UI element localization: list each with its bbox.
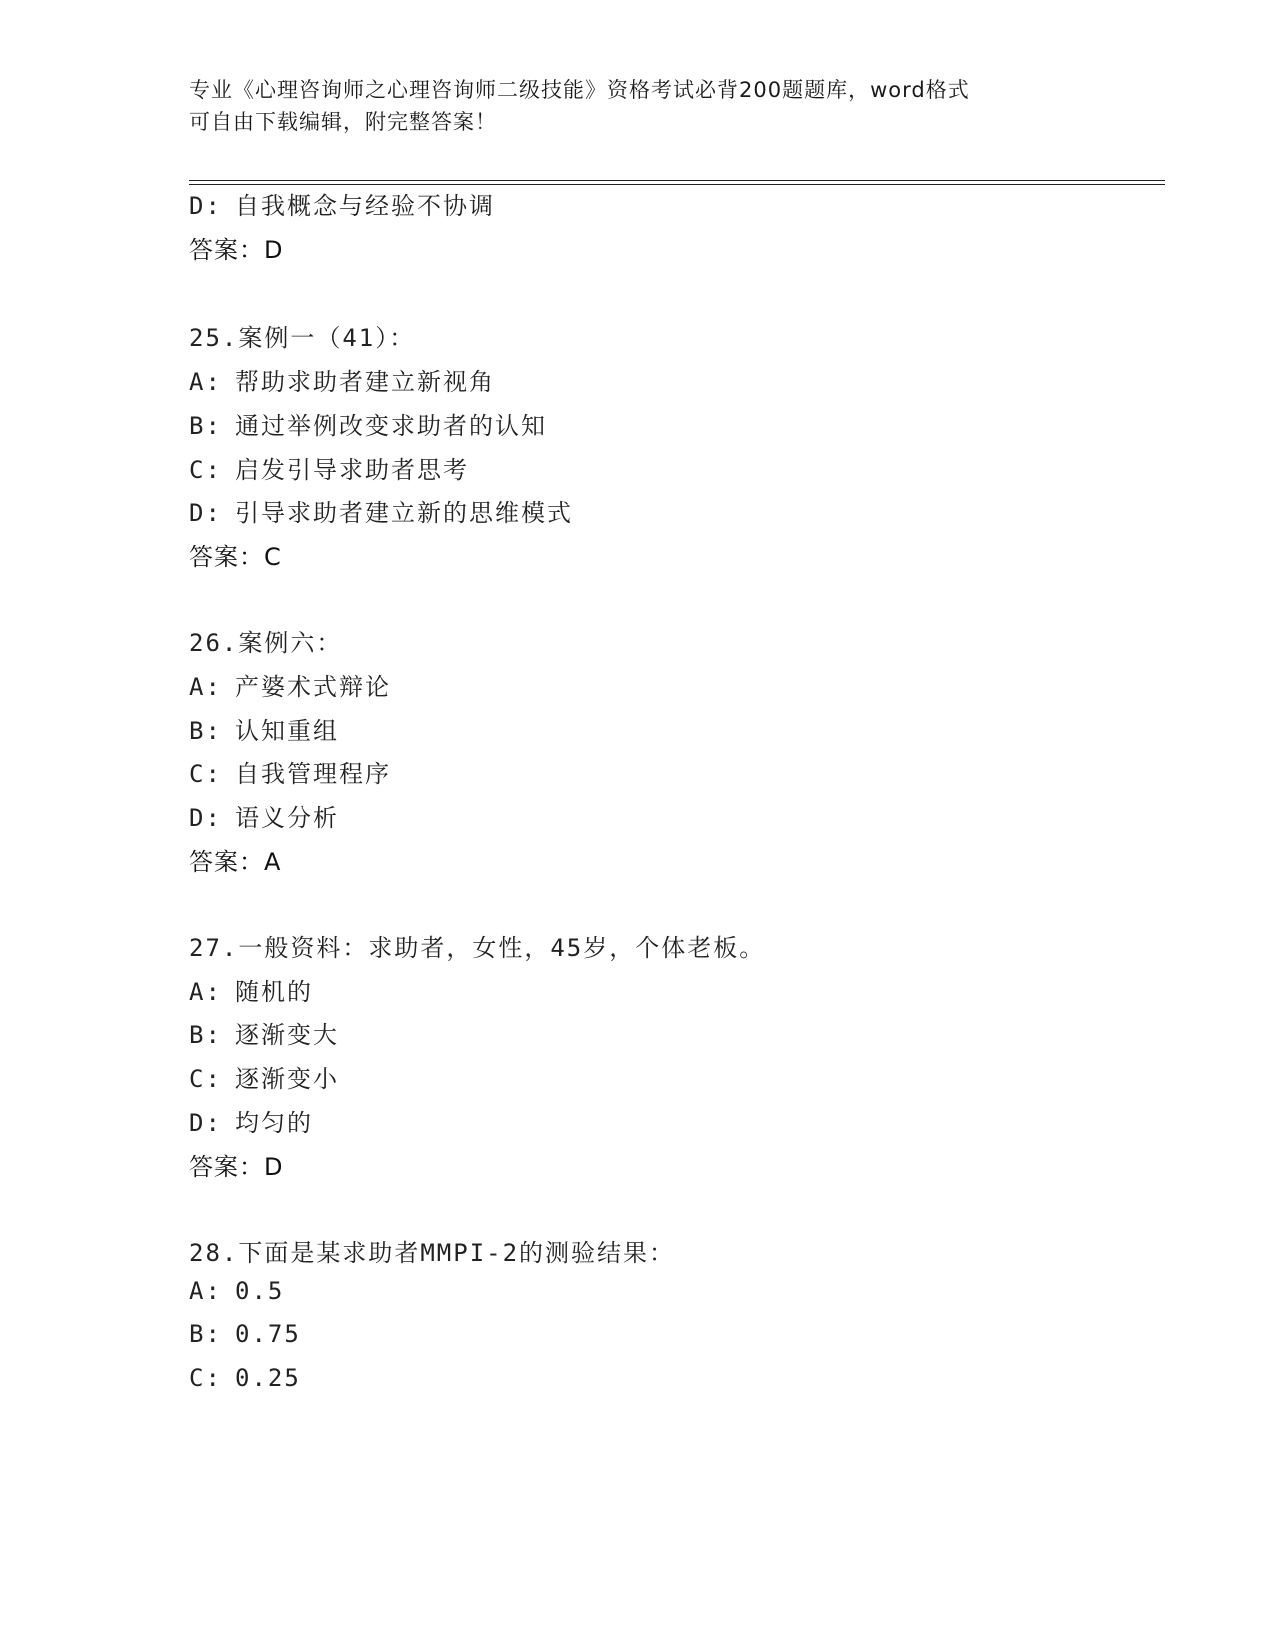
option-letter: B: <box>189 717 222 745</box>
option-letter: A: <box>189 368 222 396</box>
option-b <box>189 1320 301 1348</box>
option-c <box>189 1364 301 1392</box>
option-text: 自我概念与经验不协调 <box>235 192 495 220</box>
option-letter: B: <box>189 1320 222 1348</box>
header-line-1: 专业《心理咨询师之心理咨询师二级技能》资格考试必背200题题库，word格式 <box>189 78 970 102</box>
option-text: 0.5 <box>235 1277 285 1305</box>
header-divider-bottom <box>189 184 1165 185</box>
option-text: 逐渐变大 <box>235 1021 339 1049</box>
option-letter: C: <box>189 1364 222 1392</box>
option-b <box>189 1015 339 1050</box>
answer-line: 答案：D <box>189 236 284 264</box>
option-b <box>189 406 547 441</box>
question-stem: 27.一般资料：求助者，女性，45岁，个体老板。 <box>189 934 766 962</box>
question-stem: 26.案例六： <box>189 629 343 657</box>
option-text: 自我管理程序 <box>235 760 391 788</box>
option-c <box>189 754 391 789</box>
option-a <box>189 667 391 702</box>
option-text: 均匀的 <box>235 1109 313 1137</box>
option-letter: D: <box>189 804 222 832</box>
option-text: 逐渐变小 <box>235 1065 339 1093</box>
option-text: 0.75 <box>235 1320 301 1348</box>
option-letter: B: <box>189 412 222 440</box>
option-text: 引导求助者建立新的思维模式 <box>235 499 573 527</box>
option-b <box>189 711 339 746</box>
answer-line: 答案：C <box>189 543 282 571</box>
option-letter: A: <box>189 673 222 701</box>
option-letter: D: <box>189 499 222 527</box>
option-c <box>189 450 469 485</box>
option-text: 启发引导求助者思考 <box>235 456 469 484</box>
option-letter: D: <box>189 1109 222 1137</box>
option-text: 0.25 <box>235 1364 301 1392</box>
option-letter: A: <box>189 978 222 1006</box>
answer-line: 答案：A <box>189 848 282 876</box>
question-stem: 25.案例一（41）： <box>189 324 416 352</box>
option-d <box>189 798 339 833</box>
option-text: 认知重组 <box>235 717 339 745</box>
option-d <box>189 186 495 221</box>
option-text: 帮助求助者建立新视角 <box>235 368 495 396</box>
option-letter: C: <box>189 456 222 484</box>
option-letter: C: <box>189 1065 222 1093</box>
header-line-2: 可自由下载编辑，附完整答案！ <box>189 110 497 134</box>
answer-line: 答案：D <box>189 1153 284 1181</box>
option-letter: C: <box>189 760 222 788</box>
header-divider-top <box>189 180 1165 181</box>
option-letter: D: <box>189 192 222 220</box>
question-stem: 28.下面是某求助者MMPI-2的测验结果： <box>189 1239 676 1267</box>
option-letter: A: <box>189 1277 222 1305</box>
option-a <box>189 1277 284 1305</box>
option-letter: B: <box>189 1021 222 1049</box>
option-c <box>189 1059 339 1094</box>
document-header <box>189 74 1089 138</box>
option-d <box>189 1103 313 1138</box>
option-a <box>189 972 313 1007</box>
option-text: 通过举例改变求助者的认知 <box>235 412 547 440</box>
option-d <box>189 493 573 528</box>
option-a <box>189 362 495 397</box>
option-text: 产婆术式辩论 <box>235 673 391 701</box>
option-text: 随机的 <box>235 978 313 1006</box>
option-text: 语义分析 <box>235 804 339 832</box>
